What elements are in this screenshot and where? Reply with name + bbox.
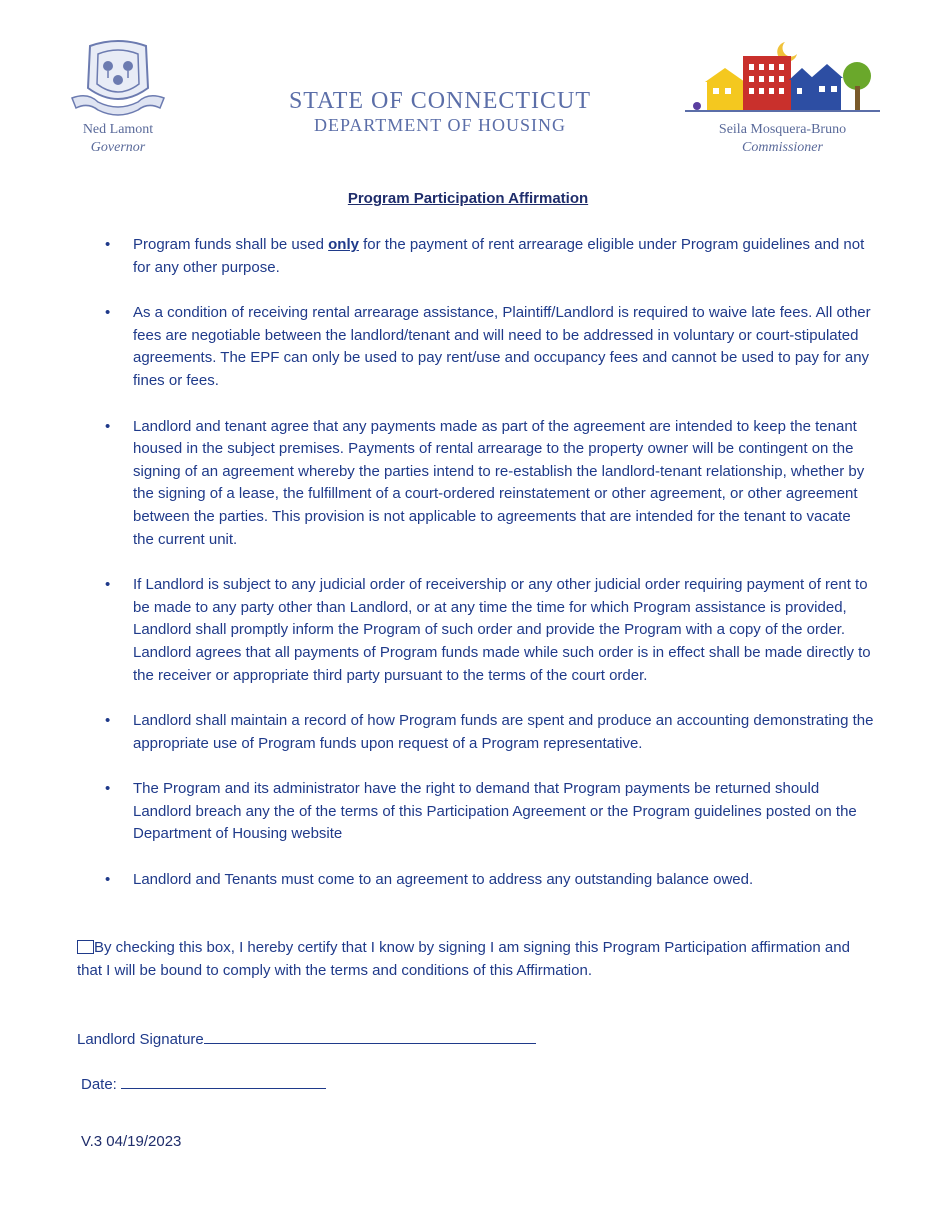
emphasis-only: only [328,236,359,253]
governor-name: Ned Lamont [82,122,154,137]
certify-checkbox[interactable] [77,940,94,954]
certify-text: By checking this box, I hereby certify that I know by signing I am signing this Program Participation affirmation and that I will be bound to comply with the terms and conditions of this Affirmation. [77,939,850,979]
list-item: • Landlord shall maintain a record of how Program funds are spent and produce an accounting demonstrating the appropriate use of Program funds upon request of a Program representative. [95,710,875,755]
term-text-pre: Program funds shall be used [133,236,329,253]
governor-title: Governor [90,140,146,155]
signature-label: Landlord Signature [77,1031,204,1048]
list-item: • As a condition of receiving rental arrearage assistance, Plaintiff/Landlord is required to waive late fees. All other fees are negotiable between the landlord/tenant and will need to be addressed in voluntary or court-stipulated agreements. The EPF can only be used to pay rent/use and occupancy fees and cannot be used to pay for any fines or fees. [95,302,875,392]
list-item: • Landlord and tenant agree that any payments made as part of the agreement are intended to keep the tenant housed in the subject premises. Payments of rental arrearage to the property owner will be contingent on the signing of an agreement whereby the parties intend to re-establish the landlord-tenant relationship, whether by the signing of a lease, the fulfillment of a court-ordered reinstatement or other agreement, or other agreement between the parties. This provision is not applicable to agreements that are intended for the tenant to vacate the current unit. [95,416,875,552]
document-title: Program Participation Affirmation [347,190,589,207]
state-seal-icon [68,38,168,120]
commissioner-name: Seila Mosquera-Bruno [718,122,847,137]
terms-list [95,234,875,915]
commissioner-title: Commissioner [742,140,823,155]
date-row [81,1074,326,1093]
certify-statement [77,937,877,982]
state-title: STATE OF CONNECTICUT [288,88,592,114]
version-label: V.3 04/19/2023 [81,1133,182,1150]
list-item: • Landlord and Tenants must come to an agreement to address any outstanding balance owed. [95,869,875,892]
date-label: Date: [81,1076,117,1093]
term-text-post: for the payment of rent arrearage eligible under Program guidelines and not for any other purpose. [133,236,865,276]
signature-row [77,1029,536,1048]
list-item: • If Landlord is subject to any judicial order of receivership or any other judicial order requiring payment of rent to be made to any party other than Landlord, or at any time the time for which Program assistance is provided, Landlord shall promptly inform the Program of such order and provide the Program with a copy of the order. Landlord agrees that all payments of Program funds made while such order is in effect shall be made directly to the receiver or appropriate third party pursuant to the terms of the court order. [95,574,875,687]
list-item: • The Program and its administrator have the right to demand that Program payments be returned should Landlord breach any the of the terms of this Participation Agreement or the Program guidelines posted on the Department of Housing website [95,778,875,846]
date-field[interactable] [121,1074,326,1089]
department-title: DEPARTMENT OF HOUSING [314,115,566,135]
signature-field[interactable] [204,1029,536,1044]
housing-logo-icon [685,36,880,116]
list-item [95,234,875,279]
